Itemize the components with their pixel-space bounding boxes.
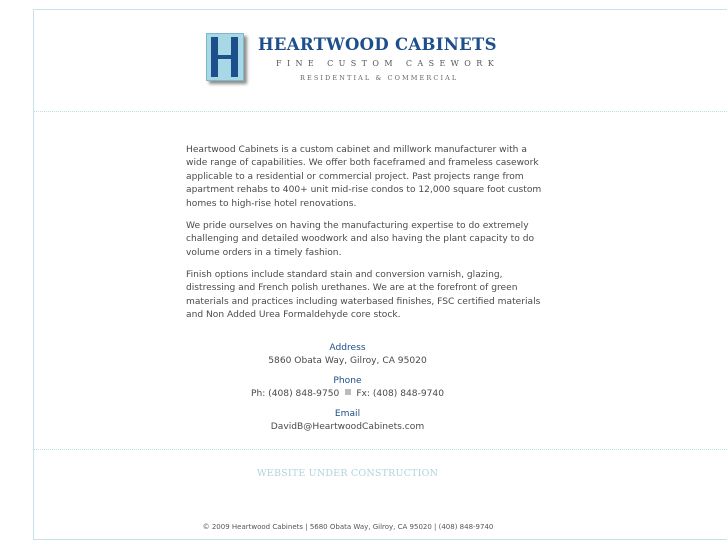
phone-label: Phone: [333, 376, 362, 386]
phone-number[interactable]: Ph: (408) 848-9750: [250, 389, 340, 399]
email-block: [190, 408, 505, 434]
address-value: 5860 Obata Way, Gilroy, CA 95020: [268, 356, 427, 366]
intro-paragraph-3: Finish options include standard stain and conversion varnish, glazing, distressing and French polish urethanes. We are at the forefront of green materials and practices including waterbased finishes, FSC certified materials and Non Added Urea Formaldehyde core stock.: [186, 270, 541, 321]
address-label: Address: [329, 343, 366, 353]
footer-text: © 2009 Heartwood Cabinets | 5680 Obata Way, Gilroy, CA 95020 | (408) 848-9740: [202, 523, 494, 531]
logo-mark-icon: [206, 33, 244, 81]
email-link[interactable]: DavidB@HeartwoodCabinets.com: [270, 422, 425, 432]
subtagline: RESIDENTIAL & COMMERCIAL: [300, 74, 459, 82]
fax-number: Fx: (408) 848-9740: [356, 389, 445, 399]
content-divider: [34, 449, 727, 450]
under-construction-notice: WEBSITE UNDER CONSTRUCTION: [256, 468, 439, 479]
intro-paragraph-1: Heartwood Cabinets is a custom cabinet and millwork manufacturer with a wide range of capabilities. We offer both faceframed and frameless casework applicable to a residential or commercial project. Past projects range from apartment rehabs to 400+ unit mid-rise condos to 12,000 square foot custom homes to high-rise hotel renovations.: [186, 145, 542, 209]
email-label: Email: [334, 409, 361, 419]
intro-paragraph-2: We pride ourselves on having the manufacturing expertise to do extremely challenging and detailed woodwork and also having the plant capacity to do volume orders in a timely fashion.: [186, 221, 535, 258]
phone-block: [190, 375, 505, 401]
address-block: [190, 342, 505, 368]
separator-icon: [345, 389, 351, 395]
header-divider: [34, 111, 727, 112]
tagline: FINE CUSTOM CASEWORK: [276, 59, 500, 68]
company-name[interactable]: HEARTWOOD CABINETS: [258, 35, 497, 54]
